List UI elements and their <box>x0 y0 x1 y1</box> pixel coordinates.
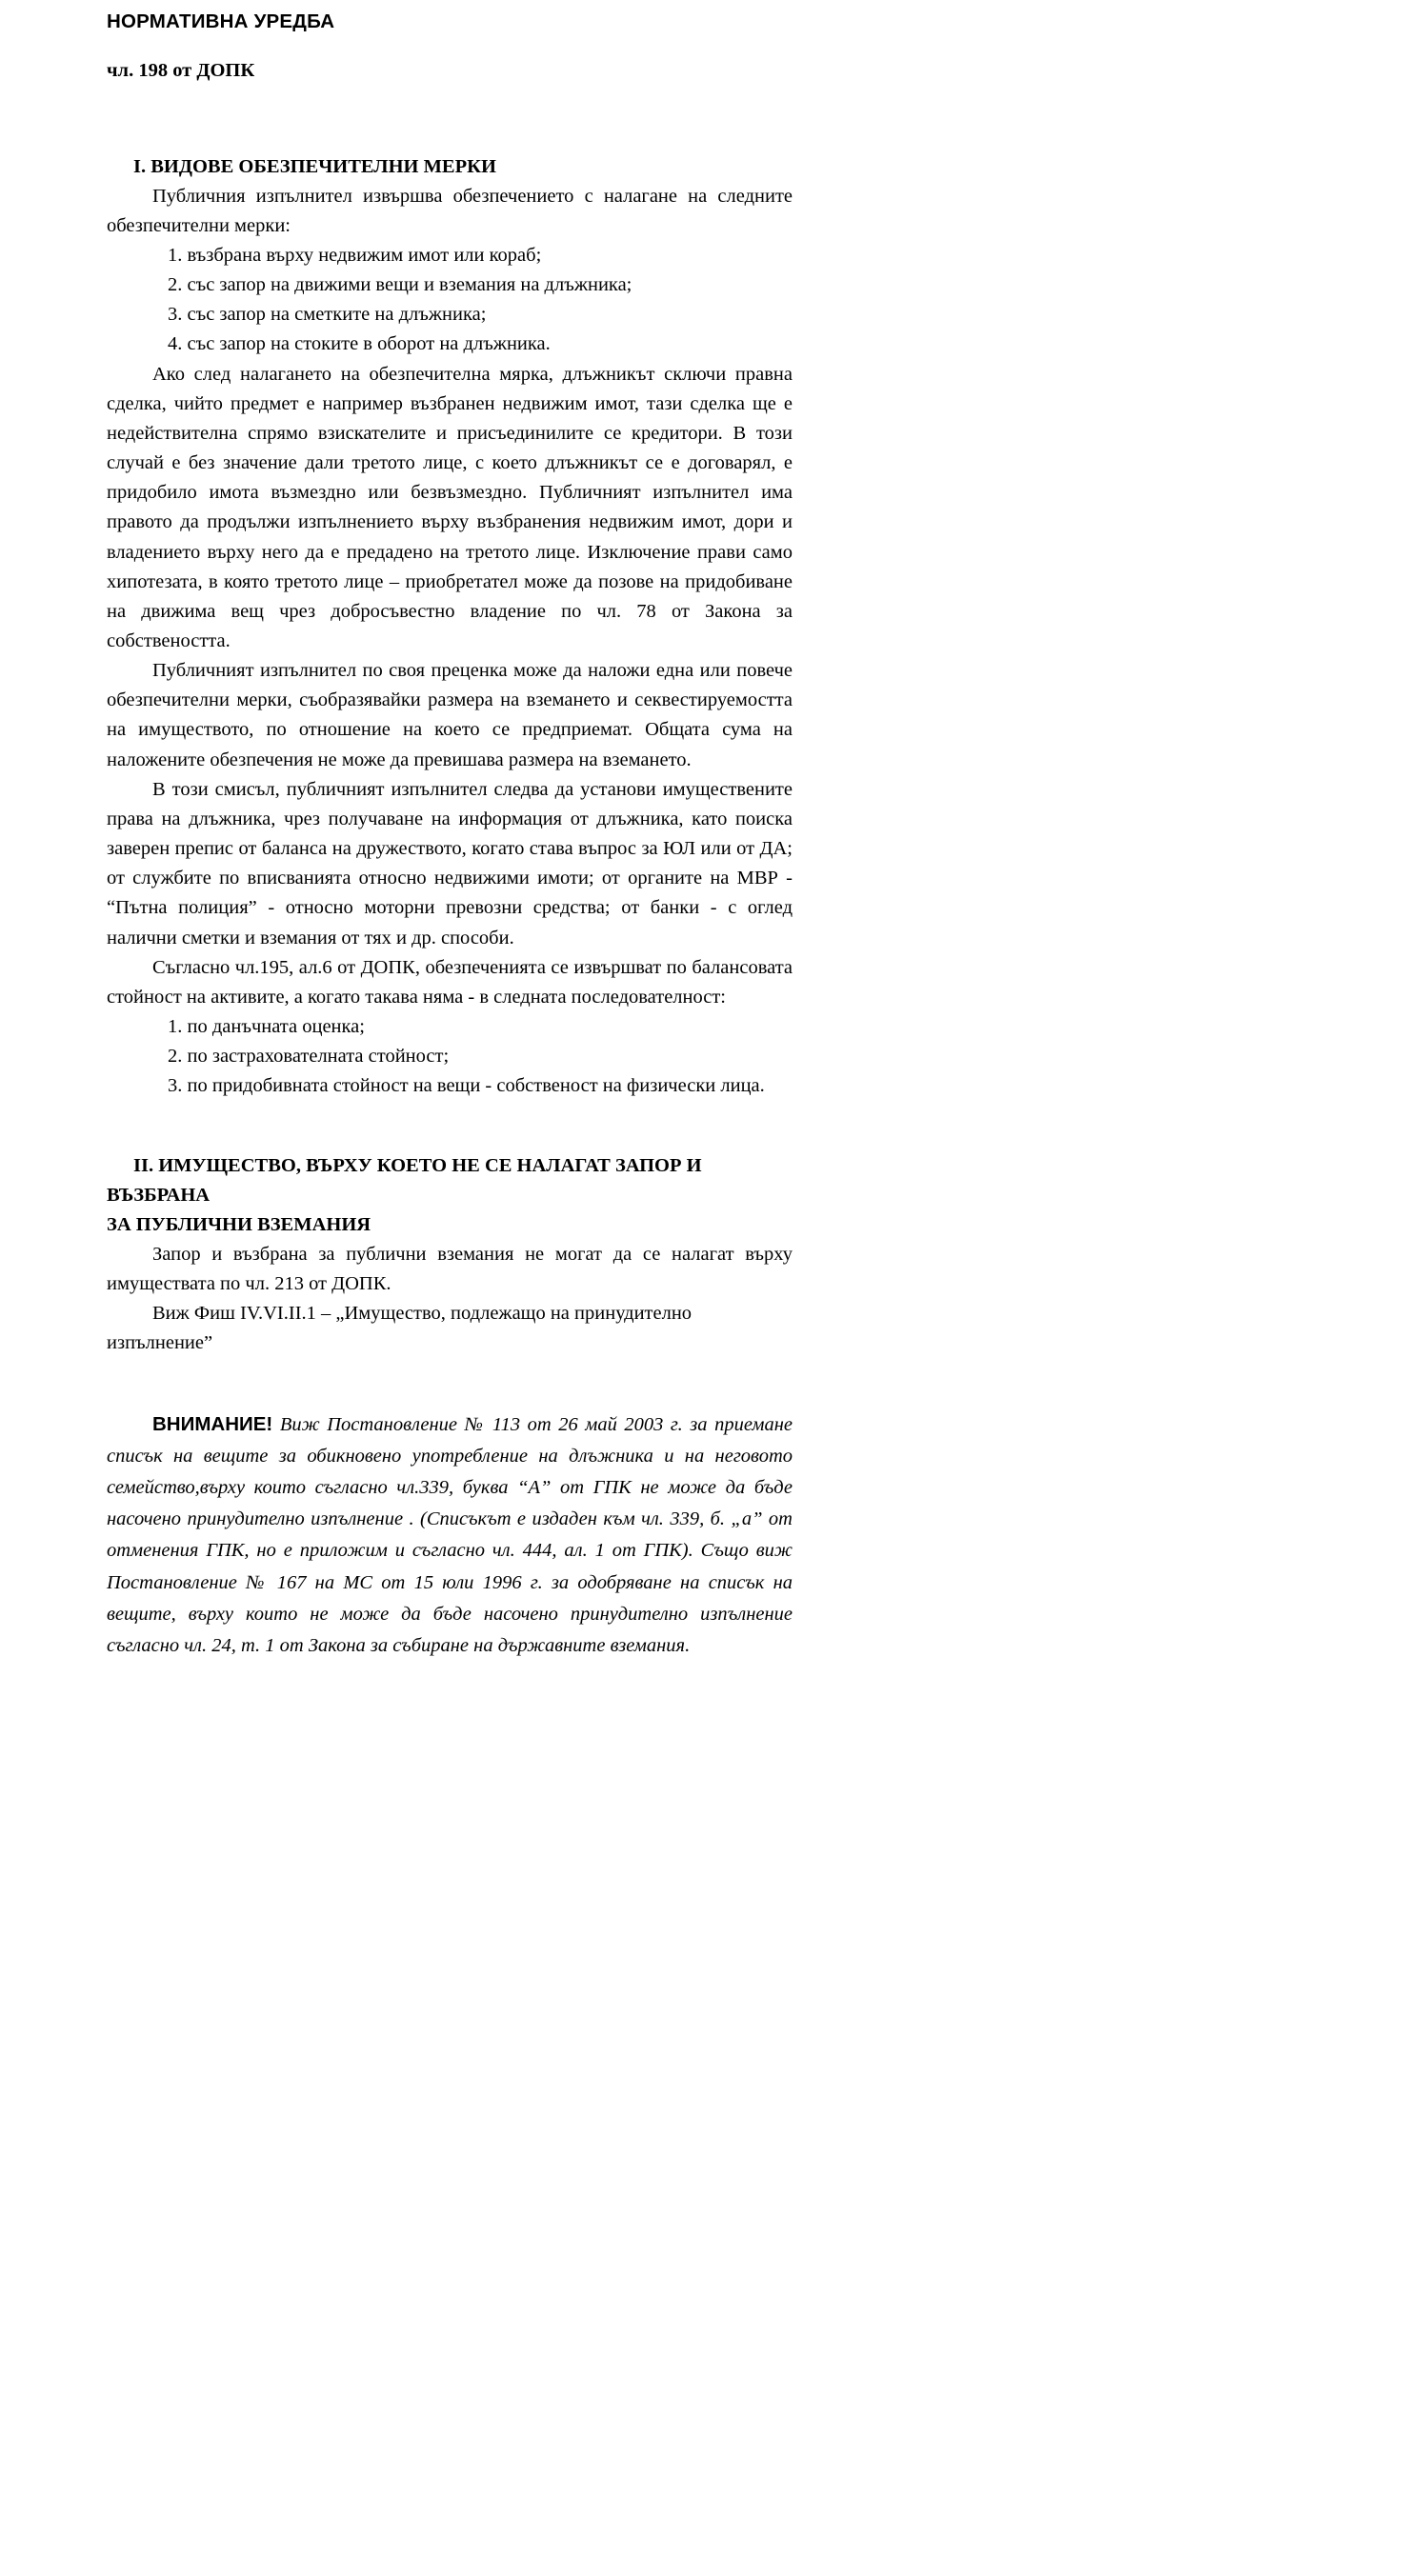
section-two-heading-line1: II. ИМУЩЕСТВО, ВЪРХУ КОЕТО НЕ СЕ НАЛАГАТ ЗАПОР И ВЪЗБРАНА <box>107 1154 702 1206</box>
spacer <box>107 86 793 152</box>
list-item: 1. по данъчната оценка; <box>168 1016 365 1038</box>
document-content <box>107 0 793 1662</box>
list-item: 2. по застрахователната стойност; <box>168 1046 450 1068</box>
paragraph-valuation: Съгласно чл.195, ал.6 от ДОПК, обезпеченията се извършват по балансовата стойност на активите, а когато такава няма - в следната последователност: <box>107 956 793 1008</box>
list-item: 2. със запор на движими вещи и вземания на длъжника; <box>168 274 632 296</box>
section-one-heading: I. ВИДОВЕ ОБЕЗПЕЧИТЕЛНИ МЕРКИ <box>133 155 496 177</box>
attention-spacer <box>272 1414 280 1435</box>
attention-text: Виж Постановление № 113 от 26 май 2003 г. за приемане списък на вещите за обикновено употребление на длъжника и на неговото семейство,върху които съгласно чл.339, буква “А” от ГПК не може да бъде насочено принудително изпълнение . (Списъкът е издаден към чл. 339, б. „а” от отменения ГПК, но е приложим и съгласно чл. 444, ал. 1 от ГПК). Също виж Постановление № 167 на МС от 15 юли 1996 г. за одобряване на списък на вещите, върху които не може да бъде насочено принудително изпълнение съгласно чл. 24, т. 1 от Закона за събиране на държавните вземания. <box>107 1413 793 1657</box>
measures-list <box>107 241 793 360</box>
paragraph-transaction: Ако след налагането на обезпечителна мярка, длъжникът сключи правна сделка, чийто предмет е например възбранен недвижим имот, тази сделка ще е недействителна спрямо взискателите и присъединилите се кредитори. В този случай е без значение дали третото лице, с което длъжникът се е договарял, е придобило имота възмездно или безвъзмездно. Публичният изпълнител има правото да продължи изпълнението върху възбранения недвижим имот, дори и владението върху него да е предадено на третото лице. Изключение прави само хипотезата, в която третото лице – приобретател може да позове на придобиване на движима вещ чрез добросъвестно владение по чл. 78 от Закона за собствеността. <box>107 363 793 651</box>
attention-block <box>107 1408 793 1663</box>
list-item: 3. със запор на сметките на длъжника; <box>168 304 487 326</box>
section-one-intro: Публичния изпълнител извършва обезпечението с налагане на следните обезпечителни мерки: <box>107 185 793 236</box>
section-two-heading <box>107 1151 793 1240</box>
spacer <box>107 1102 793 1151</box>
spacer <box>107 1359 793 1408</box>
list-item: 1. възбрана върху недвижим имот или кораб; <box>168 244 542 266</box>
document-title: НОРМАТИВНА УРЕДБА <box>107 10 335 32</box>
section-two-heading-line2: ЗА ПУБЛИЧНИ ВЗЕМАНИЯ <box>107 1213 371 1235</box>
valuation-order-list <box>107 1012 793 1101</box>
cross-reference: Виж Фиш IV.VI.II.1 – „Имущество, подлежащо на принудително изпълнение” <box>107 1303 692 1354</box>
paragraph-discretion: Публичният изпълнител по своя преценка може да наложи една или повече обезпечителни мерки, съобразявайки размера на вземането и секвестируемостта на имуществото, по отношение на което се предприемат. Общата сума на наложените обезпечения не може да превишава размера на вземането. <box>107 660 793 770</box>
list-item: 4. със запор на стоките в оборот на длъжника. <box>168 333 551 355</box>
paragraph-information: В този смисъл, публичният изпълнител следва да установи имуществените права на длъжника, чрез получаване на информация от длъжника, като поиска заверен препис от баланса на дружеството, когато става въпрос за ЮЛ или от ДА; от службите по вписванията относно недвижими имоти; от органите на МВР - “Пътна полиция” - относно моторни превозни средства; от банки - с оглед налични сметки и вземания от тях и др. способи. <box>107 778 793 949</box>
document-subtitle: чл. 198 от ДОПК <box>107 59 255 81</box>
paragraph-exempt: Запор и възбрана за публични вземания не могат да се налагат върху имуществата по чл. 213 от ДОПК. <box>107 1243 793 1295</box>
attention-label: ВНИМАНИЕ! <box>152 1412 273 1435</box>
list-item: 3. по придобивната стойност на вещи - собственост на физически лица. <box>168 1075 765 1097</box>
